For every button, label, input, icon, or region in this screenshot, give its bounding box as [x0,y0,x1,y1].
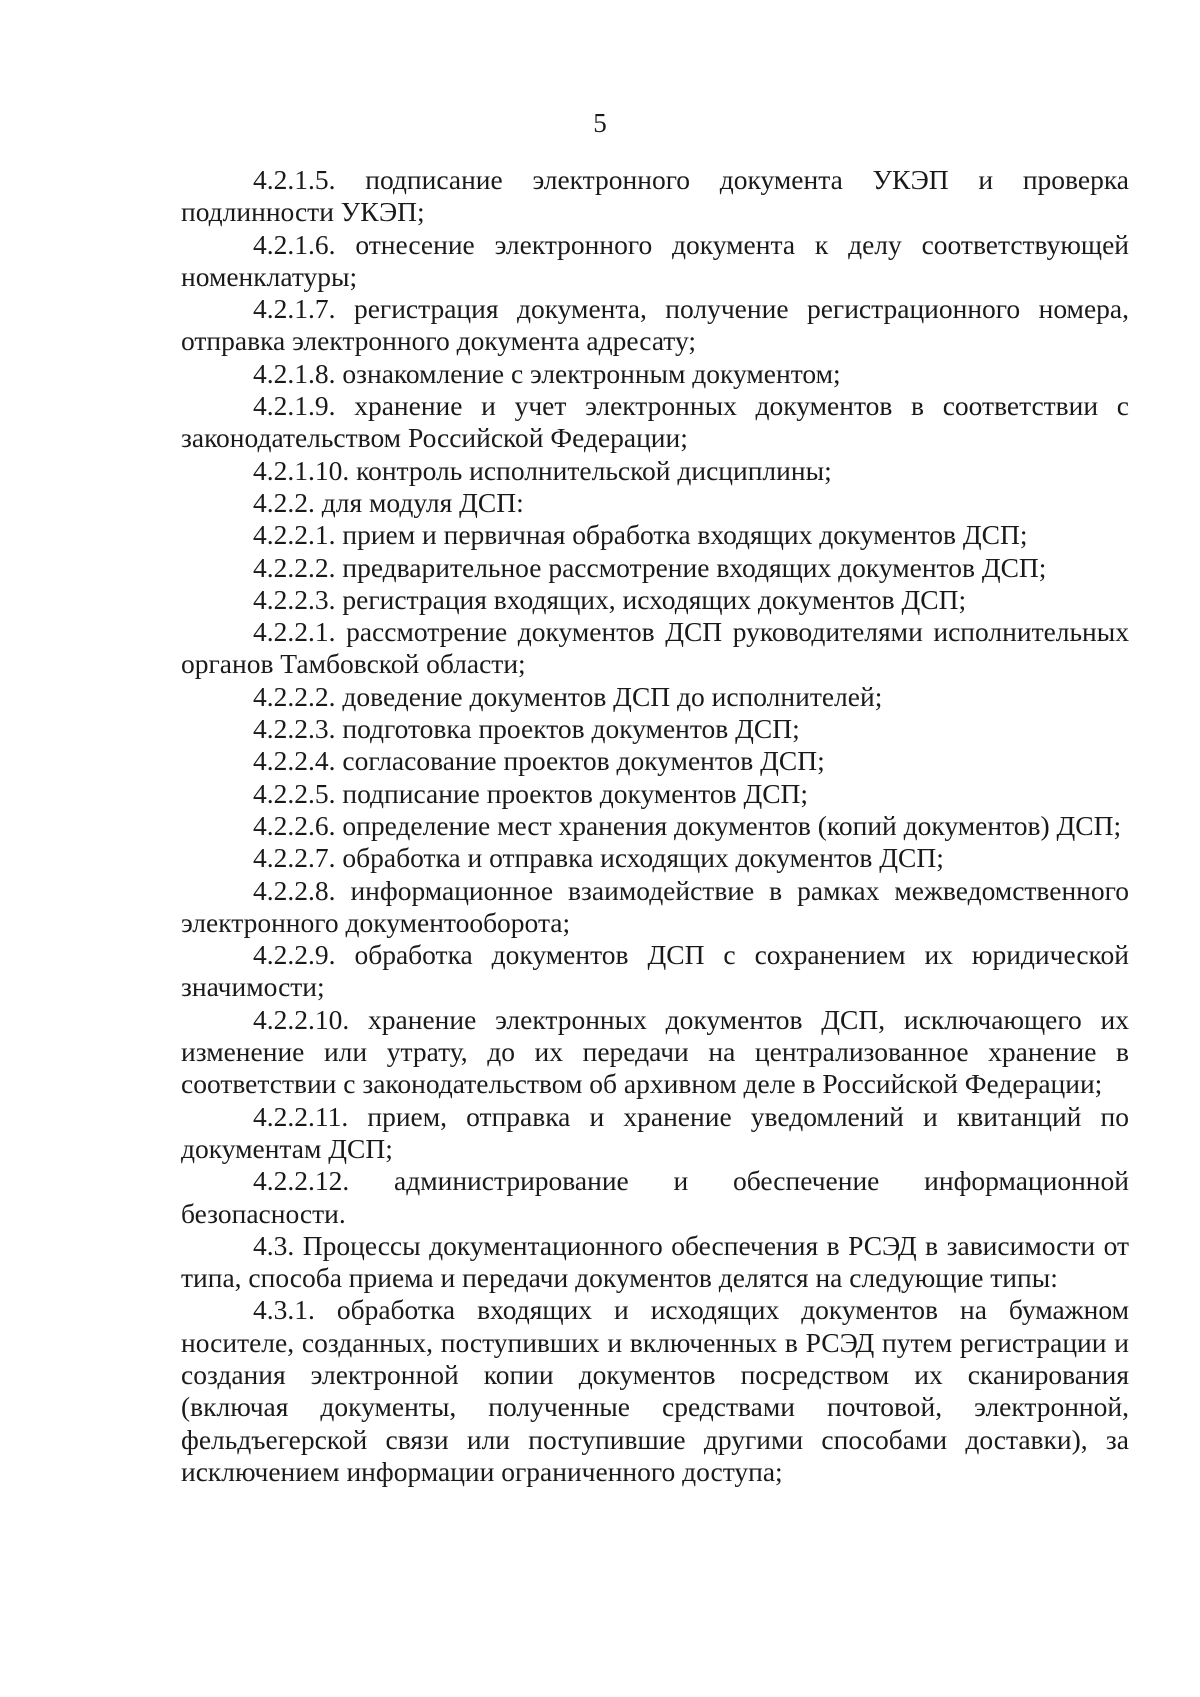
list-item: 4.2.2.2. предварительное рассмотрение входящих документов ДСП; [253,551,1047,583]
list-item: 4.2.2.9. обработка документов ДСП с сохранением их юридической значимости; [181,939,1129,1003]
list-item: 4.2.1.5. подписание электронного документа УКЭП и проверка подлинности УКЭП; [181,164,1129,228]
list-item: 4.2.2.4. согласование проектов документов ДСП; [253,745,825,777]
section-paragraph: 4.3. Процессы документационного обеспечения в РСЭД в зависимости от типа, способа приема и передачи документов делятся на следующие типы: [181,1229,1129,1294]
list-item: 4.2.2.3. подготовка проектов документов ДСП; [253,713,800,745]
list-item: 4.2.2.3. регистрация входящих, исходящих документов ДСП; [253,583,967,615]
list-item: 4.2.1.9. хранение и учет электронных документов в соответствии с законодательством Российской Федерации; [181,390,1129,454]
list-item: 4.2.1.7. регистрация документа, получение регистрационного номера, отправка электронного документа адресату; [181,293,1129,357]
list-item: 4.2.2.7. обработка и отправка исходящих документов ДСП; [253,842,944,874]
list-item: 4.3.1. обработка входящих и исходящих документов на бумажном носителе, созданных, поступивших и включенных в РСЭД путем регистрации и создания электронной копии документов посредством их сканирования (включая документы, полученные средствами почтовой, электронной, фельдъегерской связи или поступившие другими способами доставки), за исключением информации ограниченного доступа; [181,1294,1129,1487]
list-item: 4.2.2.1. рассмотрение документов ДСП руководителями исполнительных органов Тамбовской области; [181,616,1129,680]
document-body [181,164,1129,1488]
list-item: 4.2.1.6. отнесение электронного документа к делу соответствующей номенклатуры; [181,228,1129,292]
list-item: 4.2.1.10. контроль исполнительской дисциплины; [253,454,832,486]
list-item: 4.2.2.12. администрирование и обеспечение информационной безопасности. [181,1165,1129,1229]
list-item: 4.2.2. для модуля ДСП: [253,486,524,518]
list-item: 4.2.2.10. хранение электронных документов ДСП, исключающего их изменение или утрату, до их передачи на централизованное хранение в соответствии с законодательством об архивном деле в Российской Федерации; [181,1003,1129,1100]
list-item: 4.2.2.11. прием, отправка и хранение уведомлений и квитанций по документам ДСП; [181,1100,1129,1164]
list-item: 4.2.2.5. подписание проектов документов ДСП; [253,777,809,809]
list-item: 4.2.2.6. определение мест хранения документов (копий документов) ДСП; [253,809,1122,841]
list-item: 4.2.1.8. ознакомление с электронным документом; [253,357,841,389]
page-number: 5 [593,108,607,138]
list-item: 4.2.2.8. информационное взаимодействие в рамках межведомственного электронного документооборота; [181,874,1129,938]
list-item: 4.2.2.2. доведение документов ДСП до исполнителей; [253,680,883,712]
list-item: 4.2.2.1. прием и первичная обработка входящих документов ДСП; [253,519,1028,551]
